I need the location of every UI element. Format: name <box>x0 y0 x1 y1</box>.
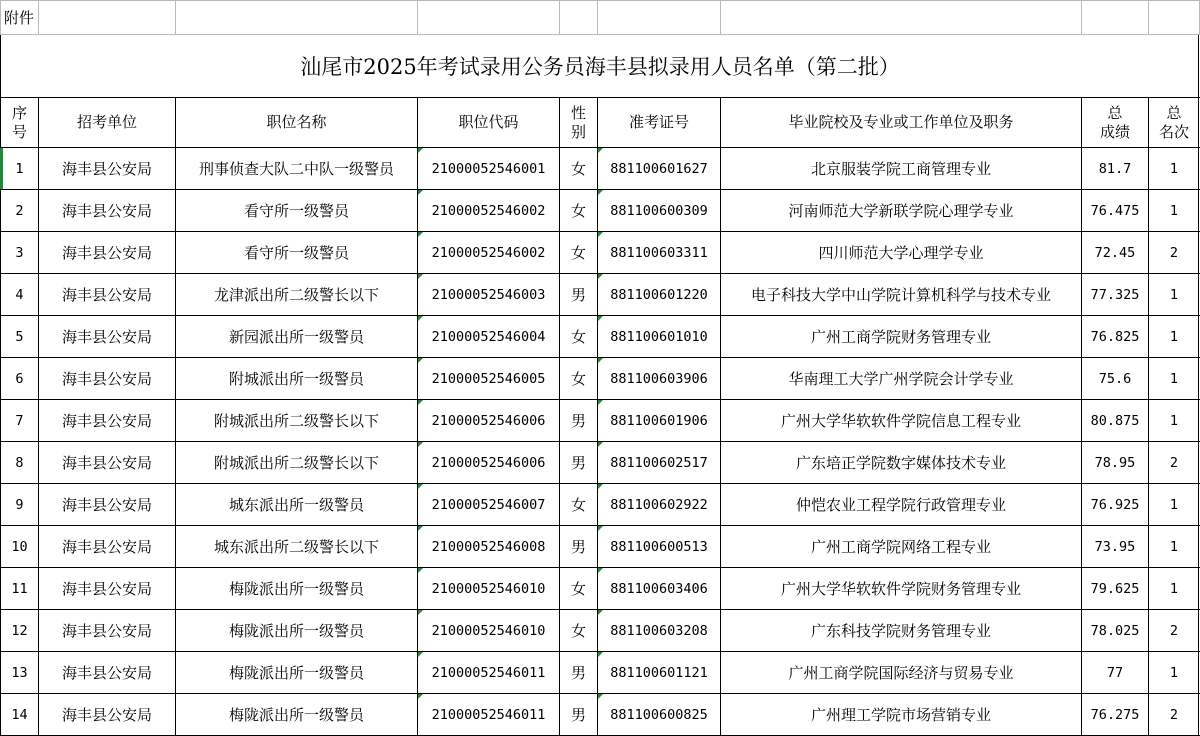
column-header-text: 性 <box>570 103 586 122</box>
table-cell-score[interactable]: 78.95 <box>1094 454 1136 471</box>
table-cell-rank[interactable]: 1 <box>1169 328 1179 345</box>
table-cell-no[interactable]: 12 <box>11 622 28 639</box>
column-header-text-line2: 号 <box>11 122 27 141</box>
table-cell-school[interactable]: 电子科技大学中山学院计算机科学与技术专业 <box>750 286 1051 304</box>
text-number-indicator-icon <box>598 274 603 279</box>
table-cell-rank[interactable]: 1 <box>1169 664 1179 681</box>
text-number-indicator-icon <box>598 484 603 489</box>
table-cell-position[interactable]: 城东派出所一级警员 <box>228 496 364 514</box>
column-header-text-line2: 名次 <box>1158 122 1189 141</box>
table-cell-no[interactable]: 11 <box>11 580 28 597</box>
text-number-indicator-icon <box>598 442 603 447</box>
text-number-indicator-icon <box>598 652 603 657</box>
table-cell-exam_id[interactable]: 881100600309 <box>610 202 708 219</box>
page-title[interactable]: 汕尾市2025年考试录用公务员海丰县拟录用人员名单（第二批） <box>300 55 900 79</box>
table-cell-unit[interactable]: 海丰县公安局 <box>61 370 152 388</box>
table-cell-exam_id[interactable]: 881100603906 <box>610 370 708 387</box>
table-cell-position[interactable]: 梅陇派出所一级警员 <box>228 622 364 640</box>
table-cell-school[interactable]: 北京服装学院工商管理专业 <box>810 160 991 178</box>
table-cell-code[interactable]: 21000052546006 <box>431 454 546 471</box>
table-cell-exam_id[interactable]: 881100603208 <box>610 622 708 639</box>
table-cell-code[interactable]: 21000052546003 <box>431 286 546 303</box>
table-cell-gender[interactable]: 女 <box>570 580 586 598</box>
grid-line <box>417 0 418 35</box>
table-cell-rank[interactable]: 2 <box>1169 244 1179 261</box>
table-cell-score[interactable]: 79.625 <box>1090 580 1140 597</box>
table-cell-score[interactable]: 78.025 <box>1090 622 1140 639</box>
column-header-code[interactable] <box>418 98 559 147</box>
table-cell-position[interactable]: 梅陇派出所一级警员 <box>228 664 364 682</box>
table-cell-no[interactable]: 9 <box>15 496 24 513</box>
table-cell-unit[interactable]: 海丰县公安局 <box>61 202 152 220</box>
table-cell-code[interactable]: 21000052546004 <box>431 328 546 345</box>
table-cell-unit[interactable]: 海丰县公安局 <box>61 706 152 724</box>
table-cell-school[interactable]: 广州工商学院财务管理专业 <box>810 328 991 346</box>
table-cell-unit[interactable]: 海丰县公安局 <box>61 622 152 640</box>
table-cell-gender[interactable]: 女 <box>570 496 586 514</box>
text-number-indicator-icon <box>418 652 423 657</box>
grid-line <box>559 0 560 35</box>
text-number-indicator-icon <box>418 526 423 531</box>
table-cell-code[interactable]: 21000052546010 <box>431 622 546 639</box>
table-cell-position[interactable]: 附城派出所二级警长以下 <box>213 412 379 430</box>
table-cell-code[interactable]: 21000052546001 <box>431 160 546 177</box>
table-cell-score[interactable]: 76.825 <box>1090 328 1140 345</box>
text-number-indicator-icon <box>598 358 603 363</box>
column-header-position[interactable] <box>176 98 417 147</box>
table-cell-position[interactable]: 刑事侦查大队二中队一级警员 <box>198 160 394 178</box>
column-header-text-line2: 成绩 <box>1099 122 1130 141</box>
text-number-indicator-icon <box>418 484 423 489</box>
table-cell-no[interactable]: 8 <box>15 454 24 471</box>
grid-line <box>0 35 1 97</box>
table-cell-gender[interactable]: 女 <box>570 328 586 346</box>
table-cell-unit[interactable]: 海丰县公安局 <box>61 286 152 304</box>
text-number-indicator-icon <box>418 442 423 447</box>
table-cell-code[interactable]: 21000052546011 <box>431 706 546 723</box>
table-cell-exam_id[interactable]: 881100603311 <box>610 244 708 261</box>
table-cell-unit[interactable]: 海丰县公安局 <box>61 664 152 682</box>
table-cell-rank[interactable]: 1 <box>1169 160 1179 177</box>
column-header-text: 招考单位 <box>76 113 137 131</box>
column-header-exam_id[interactable] <box>598 98 720 147</box>
table-cell-position[interactable]: 梅陇派出所一级警员 <box>228 580 364 598</box>
table-cell-unit[interactable]: 海丰县公安局 <box>61 244 152 262</box>
text-number-indicator-icon <box>418 274 423 279</box>
table-cell-score[interactable]: 76.925 <box>1090 496 1140 513</box>
table-cell-code[interactable]: 21000052546002 <box>431 244 546 261</box>
column-header-score[interactable] <box>1082 98 1148 147</box>
text-number-indicator-icon <box>598 568 603 573</box>
table-cell-no[interactable]: 3 <box>15 244 24 261</box>
table-cell-score[interactable]: 72.45 <box>1094 244 1136 261</box>
table-cell-gender[interactable]: 男 <box>570 706 586 724</box>
table-cell-position[interactable]: 附城派出所二级警长以下 <box>213 454 379 472</box>
active-cell-marker <box>0 148 3 189</box>
text-number-indicator-icon <box>418 148 423 153</box>
table-cell-no[interactable]: 6 <box>15 370 24 387</box>
table-cell-code[interactable]: 21000052546002 <box>431 202 546 219</box>
table-cell-unit[interactable]: 海丰县公安局 <box>61 496 152 514</box>
column-header-gender[interactable] <box>560 98 597 147</box>
table-cell-school[interactable]: 广州大学华软软件学院信息工程专业 <box>780 412 1021 430</box>
column-header-text: 毕业院校及专业或工作单位及职务 <box>788 113 1014 131</box>
table-cell-code[interactable]: 21000052546010 <box>431 580 546 597</box>
table-cell-school[interactable]: 华南理工大学广州学院会计学专业 <box>788 370 1014 388</box>
text-number-indicator-icon <box>598 190 603 195</box>
text-number-indicator-icon <box>598 316 603 321</box>
table-cell-exam_id[interactable]: 881100601121 <box>610 664 708 681</box>
text-number-indicator-icon <box>418 694 423 699</box>
table-cell-no[interactable]: 2 <box>15 202 24 219</box>
table-cell-unit[interactable]: 海丰县公安局 <box>61 454 152 472</box>
column-header-text: 准考证号 <box>628 113 689 131</box>
table-cell-exam_id[interactable]: 881100601010 <box>610 328 708 345</box>
table-cell-gender[interactable]: 男 <box>570 538 586 556</box>
table-cell-exam_id[interactable]: 881100603406 <box>610 580 708 597</box>
table-cell-unit[interactable]: 海丰县公安局 <box>61 160 152 178</box>
table-cell-no[interactable]: 10 <box>11 538 28 555</box>
table-cell-exam_id[interactable]: 881100601906 <box>610 412 708 429</box>
table-cell-exam_id[interactable]: 881100601220 <box>610 286 708 303</box>
table-cell-rank[interactable]: 1 <box>1169 370 1179 387</box>
table-cell-no[interactable]: 13 <box>11 664 28 681</box>
text-number-indicator-icon <box>418 400 423 405</box>
table-cell-rank[interactable]: 2 <box>1169 622 1179 639</box>
table-cell-position[interactable]: 看守所一级警员 <box>243 202 349 220</box>
table-cell-school[interactable]: 广州大学华软软件学院财务管理专业 <box>780 580 1021 598</box>
column-header-text: 总 <box>1166 103 1182 122</box>
table-cell-rank[interactable]: 2 <box>1169 706 1179 723</box>
table-cell-rank[interactable]: 1 <box>1169 496 1179 513</box>
table-cell-unit[interactable]: 海丰县公安局 <box>61 538 152 556</box>
table-cell-school[interactable]: 四川师范大学心理学专业 <box>818 244 984 262</box>
table-cell-exam_id[interactable]: 881100602922 <box>610 496 708 513</box>
table-cell-no[interactable]: 4 <box>15 286 24 303</box>
table-cell-score[interactable]: 81.7 <box>1098 160 1132 177</box>
table-cell-school[interactable]: 广州理工学院市场营销专业 <box>810 706 991 724</box>
table-cell-gender[interactable]: 男 <box>570 286 586 304</box>
text-number-indicator-icon <box>598 148 603 153</box>
text-number-indicator-icon <box>418 232 423 237</box>
table-cell-rank[interactable]: 1 <box>1169 538 1179 555</box>
grid-line <box>1148 0 1149 35</box>
table-cell-gender[interactable]: 男 <box>570 454 586 472</box>
column-header-text: 职位代码 <box>458 113 519 131</box>
table-cell-school[interactable]: 河南师范大学新联学院心理学专业 <box>788 202 1014 220</box>
table-cell-exam_id[interactable]: 881100600825 <box>610 706 708 723</box>
table-cell-rank[interactable]: 2 <box>1169 454 1179 471</box>
column-header-text: 序 <box>11 103 27 122</box>
table-cell-rank[interactable]: 1 <box>1169 286 1179 303</box>
table-cell-score[interactable]: 77 <box>1106 664 1124 681</box>
attachment-label[interactable]: 附件 <box>4 8 35 27</box>
table-cell-gender[interactable]: 女 <box>570 244 586 262</box>
table-cell-no[interactable]: 1 <box>15 160 24 177</box>
table-cell-unit[interactable]: 海丰县公安局 <box>61 412 152 430</box>
table-cell-exam_id[interactable]: 881100601627 <box>610 160 708 177</box>
table-cell-position[interactable]: 新园派出所一级警员 <box>228 328 364 346</box>
table-cell-gender[interactable]: 男 <box>570 412 586 430</box>
table-cell-school[interactable]: 广东培正学院数字媒体技术专业 <box>795 454 1006 472</box>
table-cell-position[interactable]: 梅陇派出所一级警员 <box>228 706 364 724</box>
table-cell-gender[interactable]: 女 <box>570 202 586 220</box>
table-cell-code[interactable]: 21000052546005 <box>431 370 546 387</box>
table-cell-school[interactable]: 广州工商学院国际经济与贸易专业 <box>788 664 1014 682</box>
text-number-indicator-icon <box>418 190 423 195</box>
text-number-indicator-icon <box>418 316 423 321</box>
column-header-rank[interactable] <box>1149 98 1199 147</box>
table-cell-exam_id[interactable]: 881100602517 <box>610 454 708 471</box>
grid-line <box>720 0 721 35</box>
table-cell-code[interactable]: 21000052546007 <box>431 496 546 513</box>
table-cell-score[interactable]: 77.325 <box>1090 286 1140 303</box>
table-cell-school[interactable]: 广州工商学院网络工程专业 <box>810 538 991 556</box>
grid-line <box>0 34 1200 35</box>
grid-line <box>0 0 1200 1</box>
table-cell-unit[interactable]: 海丰县公安局 <box>61 328 152 346</box>
grid-line <box>0 0 1 35</box>
table-cell-unit[interactable]: 海丰县公安局 <box>61 580 152 598</box>
table-cell-position[interactable]: 看守所一级警员 <box>243 244 349 262</box>
table-cell-score[interactable]: 76.275 <box>1090 706 1140 723</box>
table-cell-school[interactable]: 广东科技学院财务管理专业 <box>810 622 991 640</box>
table-cell-gender[interactable]: 男 <box>570 664 586 682</box>
table-cell-rank[interactable]: 1 <box>1169 202 1179 219</box>
text-number-indicator-icon <box>418 358 423 363</box>
table-cell-no[interactable]: 5 <box>15 328 24 345</box>
text-number-indicator-icon <box>598 610 603 615</box>
column-header-text: 总 <box>1107 103 1123 122</box>
table-cell-code[interactable]: 21000052546006 <box>431 412 546 429</box>
table-cell-exam_id[interactable]: 881100600513 <box>610 538 708 555</box>
grid-line <box>1198 35 1199 97</box>
table-cell-score[interactable]: 73.95 <box>1094 538 1136 555</box>
table-cell-gender[interactable]: 女 <box>570 622 586 640</box>
grid-line <box>38 0 39 35</box>
table-cell-position[interactable]: 城东派出所二级警长以下 <box>213 538 379 556</box>
column-header-school[interactable] <box>721 98 1081 147</box>
text-number-indicator-icon <box>418 610 423 615</box>
table-cell-gender[interactable]: 女 <box>570 160 586 178</box>
text-number-indicator-icon <box>598 694 603 699</box>
column-header-text-line2: 别 <box>570 122 586 141</box>
table-cell-gender[interactable]: 女 <box>570 370 586 388</box>
table-cell-position[interactable]: 附城派出所一级警员 <box>228 370 364 388</box>
table-cell-score[interactable]: 75.6 <box>1098 370 1132 387</box>
grid-line <box>597 0 598 35</box>
table-cell-rank[interactable]: 1 <box>1169 412 1179 429</box>
column-header-no[interactable] <box>1 98 38 147</box>
table-cell-no[interactable]: 7 <box>15 412 24 429</box>
table-cell-no[interactable]: 14 <box>11 706 28 723</box>
table-cell-position[interactable]: 龙津派出所二级警长以下 <box>213 286 379 304</box>
text-number-indicator-icon <box>418 568 423 573</box>
text-number-indicator-icon <box>598 400 603 405</box>
table-cell-score[interactable]: 76.475 <box>1090 202 1140 219</box>
table-cell-code[interactable]: 21000052546008 <box>431 538 546 555</box>
table-cell-rank[interactable]: 1 <box>1169 580 1179 597</box>
grid-line <box>1081 0 1082 35</box>
table-cell-code[interactable]: 21000052546011 <box>431 664 546 681</box>
column-header-unit[interactable] <box>39 98 175 147</box>
grid-line <box>175 0 176 35</box>
column-header-text: 职位名称 <box>266 113 327 131</box>
table-cell-score[interactable]: 80.875 <box>1090 412 1140 429</box>
table-cell-school[interactable]: 仲恺农业工程学院行政管理专业 <box>795 496 1006 514</box>
text-number-indicator-icon <box>598 232 603 237</box>
text-number-indicator-icon <box>598 526 603 531</box>
